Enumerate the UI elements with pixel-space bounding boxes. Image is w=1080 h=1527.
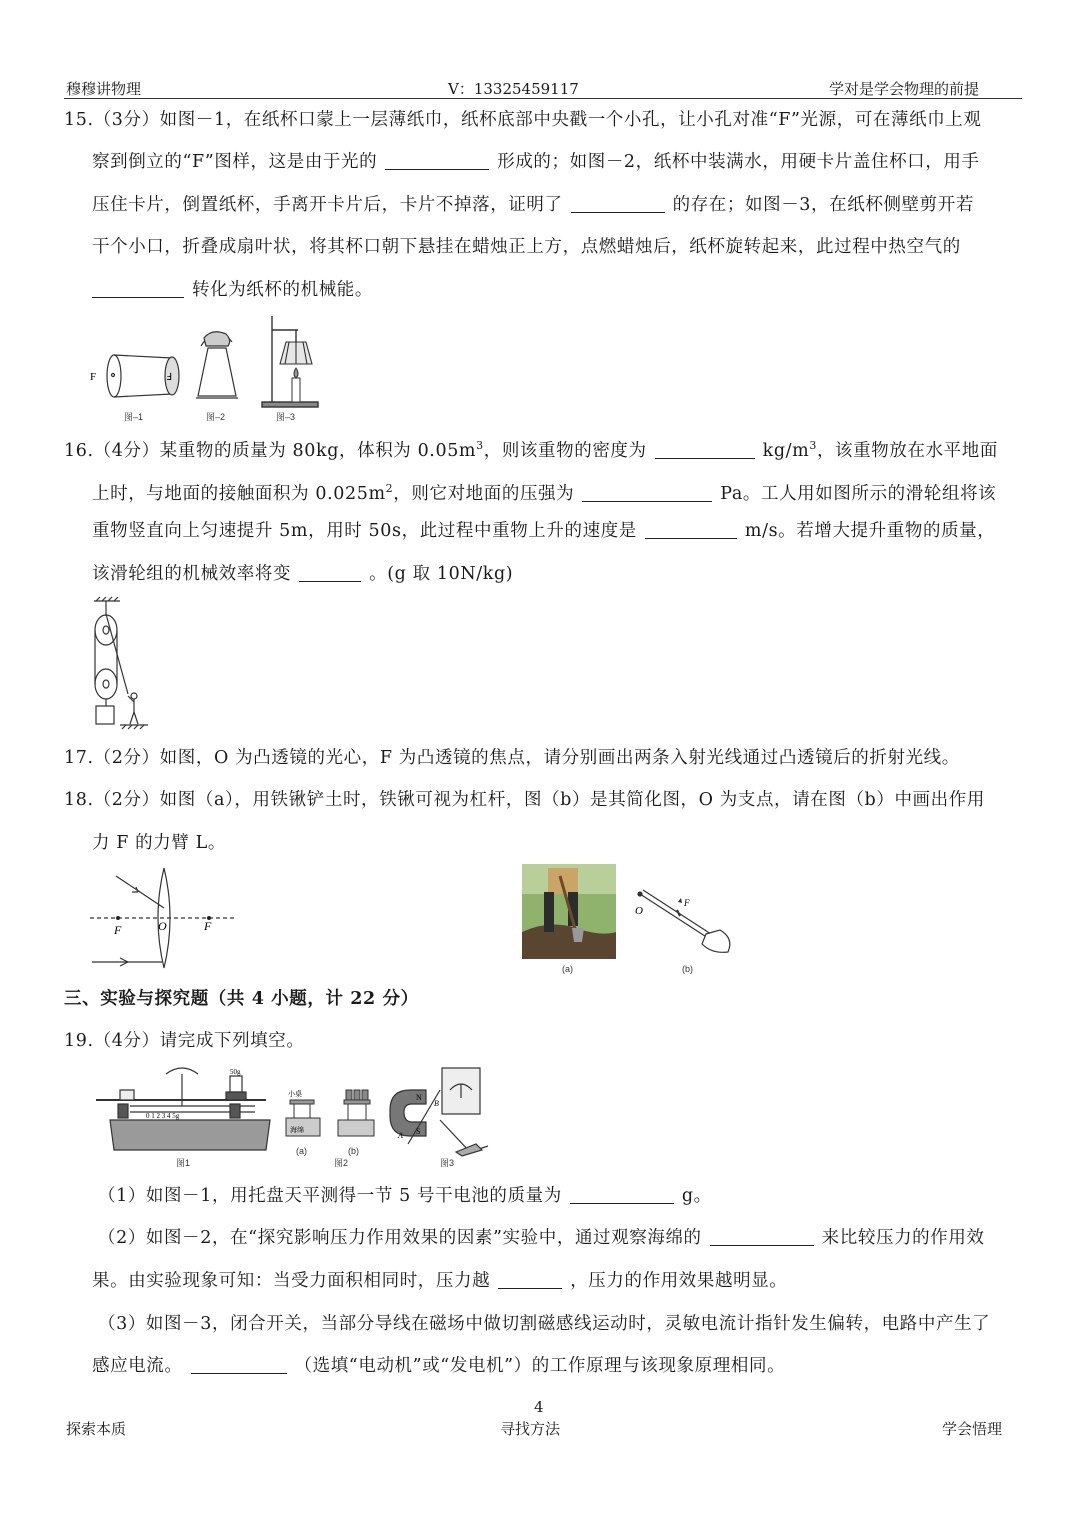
q16-text-2a: 上时，与地面的接触面积为 0.025m xyxy=(92,483,386,504)
weight-block xyxy=(96,706,114,724)
q15-line-4: 干个小口，折叠成扇叶状，将其杯口朝下悬挂在蜡烛正上方，点燃蜡烛后，纸杯旋转起来，此过程中热空气的 xyxy=(92,237,961,257)
q15-blank-2[interactable] xyxy=(571,194,665,213)
weight-label: 50g xyxy=(230,1068,241,1076)
small-table-label: 小桌 xyxy=(288,1090,302,1098)
fig1-caption: 图–1 xyxy=(124,412,144,422)
fig2-caption-b: (b) xyxy=(348,1146,359,1156)
q16-sup-2: 3 xyxy=(809,439,817,452)
q16-text-4b: 。(g 取 10N/kg) xyxy=(369,564,514,584)
q16-text-1d: ，该重物放在水平地面 xyxy=(816,440,998,461)
q19-part-1 xyxy=(98,1184,1058,1208)
sponge-label: 海绵 xyxy=(290,1126,304,1134)
q16-blank-1[interactable] xyxy=(655,440,755,459)
q15-blank-3[interactable] xyxy=(92,279,184,298)
candle xyxy=(292,368,300,402)
q19-text-2b: 来比较压力的作用效 xyxy=(821,1228,985,1248)
q15-figures xyxy=(86,312,326,424)
page-number: 4 xyxy=(534,1398,544,1416)
q16-line-2 xyxy=(92,477,1052,506)
q17-line-1: 17.（2分）如图，O 为凸透镜的光心，F 为凸透镜的焦点，请分别画出两条入射光线通过凸透镜后的折射光线。 xyxy=(64,748,960,768)
q19-text-2c: 果。由实验现象可知：当受力面积相同时，压力越 xyxy=(92,1271,491,1291)
q19-part-3-cont xyxy=(92,1354,1052,1378)
pinwheel-cup xyxy=(280,342,312,364)
convex-lens-figure xyxy=(86,862,246,974)
q19-blank-2[interactable] xyxy=(710,1227,814,1246)
q16-text-1c: kg/m xyxy=(762,440,810,461)
movable-pulley xyxy=(95,669,117,699)
q16-text-3b: m/s。若增大提升重物的质量， xyxy=(744,521,996,541)
header-center: V：13325459117 xyxy=(448,80,579,98)
q16-line-4 xyxy=(92,562,1052,586)
photo-caption-a: (a) xyxy=(562,964,573,974)
footer-left: 探索本质 xyxy=(66,1420,127,1438)
balance-scale xyxy=(96,1068,270,1150)
q16-text-4a: 该滑轮组的机械效率将变 xyxy=(92,564,292,584)
fig2-caption-a: (a) xyxy=(296,1146,307,1156)
q16-blank-4[interactable] xyxy=(299,563,361,582)
q16-sup-3: 2 xyxy=(385,482,394,495)
q19-text-2d: ，压力的作用效果越明显。 xyxy=(570,1271,788,1291)
q19-blank-3[interactable] xyxy=(498,1270,562,1289)
point-b-label: B xyxy=(434,1099,439,1108)
header-left: 穆穆讲物理 xyxy=(66,80,142,98)
electromagnetic-induction-setup xyxy=(390,1068,488,1156)
pivot-o-label: O xyxy=(635,905,643,917)
q15-text-2b: 形成的；如图－2，纸杯中装满水，用硬卡片盖住杯口，用手 xyxy=(497,152,980,172)
q19-text-3c: （选填“电动机”或“发电机”）的工作原理与该现象原理相同。 xyxy=(294,1356,786,1376)
magnet-n-label: N xyxy=(416,1093,422,1102)
q19-blank-4[interactable] xyxy=(191,1355,287,1374)
q19-blank-1[interactable] xyxy=(570,1185,674,1204)
q15-text-2a: 察到倒立的“F”图样，这是由于光的 xyxy=(92,152,378,172)
focus-right-label: F xyxy=(204,919,212,933)
q15-line-3 xyxy=(92,193,1052,217)
section-3-title: 三、实验与探究题（共 4 小题，计 22 分） xyxy=(64,989,419,1009)
q16-line-3 xyxy=(92,519,1052,543)
q19-line-1: 19.（4分）请完成下列填空。 xyxy=(64,1031,305,1051)
q15-line-2 xyxy=(92,150,1052,174)
q18-line-1: 18.（2分）如图（a），用铁锹铲土时，铁锹可视为杠杆，图（b）是其简化图，O 为支点，请在图（b）中画出作用 xyxy=(64,790,985,810)
fig1-f-label: F xyxy=(90,371,97,383)
q19-text-3b: 感应电流。 xyxy=(92,1356,183,1376)
point-a-label: A xyxy=(398,1131,403,1140)
q16-blank-2[interactable] xyxy=(582,483,712,502)
q16-text-1a: 16.（4分）某重物的质量为 80kg，体积为 0.05m xyxy=(64,440,477,461)
force-arrow xyxy=(678,898,682,903)
inverted-f-image: Ⅎ xyxy=(166,372,172,383)
focus-left xyxy=(116,916,120,920)
q19-text-1a: （1）如图－1，用托盘天平测得一节 5 号干电池的质量为 xyxy=(98,1186,562,1206)
incident-ray-1 xyxy=(116,876,164,908)
q19-part-2-cont xyxy=(92,1269,1052,1293)
header-right: 学对是学会物理的前提 xyxy=(829,80,980,98)
q19-figures xyxy=(90,1060,500,1172)
q16-line-1 xyxy=(64,434,1024,463)
q16-text-2b: ，则它对地面的压强为 xyxy=(393,483,575,504)
worker-figure xyxy=(128,693,138,724)
footer-right: 学会悟理 xyxy=(942,1420,1003,1438)
inverted-cup xyxy=(196,332,238,398)
q15-line-5 xyxy=(92,278,1052,302)
fig2-caption: 图–2 xyxy=(206,412,226,422)
pulley-system-figure xyxy=(86,596,156,732)
q19-part-2 xyxy=(98,1226,1058,1250)
q19-text-1b: g。 xyxy=(681,1186,712,1206)
balance-scale-ticks: 0 1 2 3 4 5g xyxy=(146,1112,180,1120)
focus-left-label: F xyxy=(114,923,122,937)
q15-text-5: 转化为纸杯的机械能。 xyxy=(192,280,373,300)
q15-text-3b: 的存在；如图－3，在纸杯侧壁剪开若 xyxy=(672,195,974,215)
q16-text-2c: Pa。工人用如图所示的滑轮组将该 xyxy=(720,483,997,504)
diagram-caption-b: (b) xyxy=(682,964,693,974)
footer-center: 寻找方法 xyxy=(500,1420,561,1438)
header-rule xyxy=(64,98,1022,99)
fig3-caption: 图–3 xyxy=(276,412,296,422)
q16-text-1b: ，则该重物的密度为 xyxy=(483,440,647,461)
q15-blank-1[interactable] xyxy=(385,151,489,170)
q16-sup-1: 3 xyxy=(476,439,484,452)
q19-part-3: （3）如图－3，闭合开关，当部分导线在磁场中做切割磁感线运动时，灵敏电流计指针发生偏转，电路中产生了 xyxy=(98,1314,991,1334)
q16-blank-3[interactable] xyxy=(645,520,737,539)
q16-text-3a: 重物竖直向上匀速提升 5m，用时 50s，此过程中重物上升的速度是 xyxy=(92,521,637,541)
optical-center-label: O xyxy=(158,919,167,933)
q15-text-3a: 压住卡片，倒置纸杯，手离开卡片后，卡片不掉落，证明了 xyxy=(92,195,563,215)
fig2-caption-19: 图2 xyxy=(334,1158,349,1168)
fig1-caption-19: 图1 xyxy=(176,1158,191,1168)
force-f-label: F xyxy=(684,898,690,908)
q18-line-2: 力 F 的力臂 L。 xyxy=(92,833,226,853)
shovel-photo xyxy=(522,864,616,959)
magnet-s-label: S xyxy=(416,1127,421,1136)
sponge-experiment-b xyxy=(338,1090,374,1136)
shovel-figures xyxy=(522,862,736,974)
q15-line-1: 15.（3分）如图－1，在纸杯口蒙上一层薄纸巾，纸杯底部中央戳一个小孔，让小孔对准“F”光源，可在薄纸巾上观 xyxy=(64,110,982,130)
q19-text-2a: （2）如图－2，在“探究影响压力作用效果的因素”实验中，通过观察海绵的 xyxy=(98,1228,702,1248)
fig3-caption-19: 图3 xyxy=(440,1158,455,1168)
